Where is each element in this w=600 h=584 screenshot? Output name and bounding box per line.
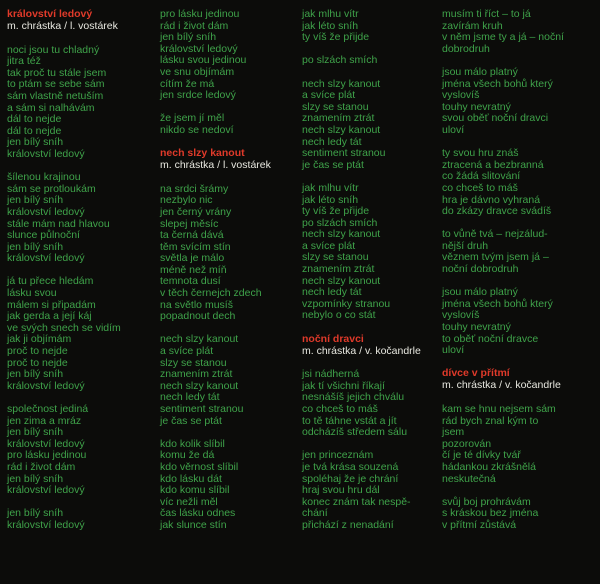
- song-title: království ledový: [7, 8, 93, 20]
- lyric-line: ty víš že přijde: [302, 205, 370, 218]
- lyric-line: království ledový: [7, 205, 85, 218]
- song-title: dívce v přítmí: [442, 367, 510, 380]
- song-title: nech slzy kanout: [160, 147, 245, 160]
- lyric-line: co chceš to máš: [302, 403, 378, 415]
- song-credits: m. chrástka / v. kočandrle: [302, 344, 421, 357]
- lyric-line: slzy se stanou: [160, 356, 227, 369]
- lyric-line: jak gerda a její káj: [7, 310, 92, 323]
- lyric-line: a svíce plát: [302, 239, 356, 252]
- lyric-line: a svíce plát: [302, 89, 356, 102]
- lyric-line: komu že dá: [160, 449, 215, 462]
- lyric-line: cítím že má: [160, 77, 215, 90]
- lyrics-column-4: [442, 9, 588, 532]
- lyric-line: nech slzy kanout: [160, 379, 239, 392]
- lyric-line: pro lásku jedinou: [7, 449, 87, 462]
- lyric-line: království ledový: [7, 379, 85, 392]
- lyric-line: společnost jediná: [7, 403, 89, 415]
- lyric-line: touhy nevratný: [442, 100, 511, 113]
- lyric-line: jen bílý sníh: [7, 240, 64, 253]
- lyric-line: to tě táhne vstát a jít: [302, 414, 397, 427]
- lyric-line: slzy se stanou: [302, 100, 369, 113]
- lyrics-column-1: [7, 9, 153, 532]
- lyric-line: konec znám tak nespě-: [302, 495, 411, 508]
- lyric-line: jen princeznám: [302, 449, 374, 462]
- lyric-line: jen černý vrány: [160, 205, 232, 218]
- lyric-line: kdo kolik slíbil: [160, 437, 225, 450]
- lyric-line: nezbylo nic: [160, 194, 213, 207]
- lyric-line: ve snu objímám: [160, 65, 235, 78]
- lyric-line: rád i život dám: [7, 460, 76, 473]
- lyric-line: sám se protloukám: [7, 182, 96, 195]
- song-credits: m. chrástka / l. vostárek: [7, 20, 118, 32]
- lyric-line: jen bílý sníh: [7, 426, 64, 439]
- lyric-line: jen bílý sníh: [7, 507, 64, 520]
- lyric-line: dál to nejde: [7, 113, 62, 126]
- lyric-line: jen bílý sníh: [7, 368, 64, 381]
- lyric-line: kdo komu slíbil: [160, 484, 230, 497]
- lyric-line: království ledový: [7, 437, 85, 450]
- lyric-line: temnota dusí: [160, 275, 221, 288]
- lyric-line: na srdci šrámy: [160, 182, 229, 195]
- lyric-line: že jsem jí měl: [160, 112, 225, 125]
- lyric-line: sentiment stranou: [302, 147, 386, 160]
- lyric-line: slzy se stanou: [302, 251, 369, 264]
- lyric-line: popadnout dech: [160, 310, 236, 323]
- lyric-line: v něm jsme ty a já – noční: [442, 31, 564, 44]
- lyric-line: rád bych znal kým to: [442, 414, 539, 427]
- lyric-line: čas lásku odnes: [160, 507, 236, 520]
- lyric-line: jsem: [442, 426, 465, 439]
- lyric-line: jak ji objímám: [7, 333, 72, 346]
- lyric-line: království ledový: [7, 518, 85, 531]
- lyric-line: jsou málo platný: [442, 65, 518, 78]
- lyric-line: ztracená a bezbranná: [442, 158, 544, 171]
- lyric-line: čí je té dívky tvář: [442, 449, 521, 462]
- blank-line: [160, 172, 306, 184]
- lyric-line: nech slzy kanout: [160, 333, 239, 346]
- lyric-line: nebylo o co stát: [302, 309, 376, 322]
- lyric-line: to oběť noční dravce: [442, 332, 539, 345]
- song-credits: m. chrástka / l. vostárek: [160, 159, 271, 172]
- lyric-line: vzpomínky stranou: [302, 297, 391, 310]
- blank-line: [302, 67, 448, 79]
- lyric-line: světla je málo: [160, 252, 225, 265]
- lyric-line: do zkázy dravce svádíš: [442, 205, 552, 218]
- lyric-line: uloví: [442, 344, 465, 357]
- lyric-line: je tvá krása souzená: [302, 460, 399, 473]
- lyric-line: dál to nejde: [7, 124, 62, 137]
- lyric-line: království ledový: [160, 42, 238, 55]
- lyric-line: proč to nejde: [7, 345, 68, 358]
- song-title: noční dravci: [302, 332, 364, 345]
- lyric-line: nech slzy kanout: [302, 274, 381, 287]
- lyric-line: těm svícím stín: [160, 240, 231, 253]
- song-credits: m. chrástka / v. kočandrle: [442, 379, 561, 392]
- lyric-line: chání: [302, 507, 328, 520]
- lyric-line: jen bílý sníh: [7, 136, 64, 149]
- lyric-line: nech slzy kanout: [302, 123, 381, 136]
- lyric-line: po slzách smích: [302, 54, 378, 67]
- lyric-line: slepej měsíc: [160, 217, 219, 230]
- lyric-line: noční dobrodruh: [442, 263, 519, 276]
- lyric-line: s kráskou bez jména: [442, 507, 539, 520]
- lyric-line: jen srdce ledový: [160, 89, 236, 102]
- lyric-line: ty svou hru znáš: [442, 147, 519, 160]
- lyrics-column-2: [160, 9, 306, 532]
- lyric-line: já tu přece hledám: [7, 275, 94, 288]
- lyric-line: jen bílý sníh: [7, 472, 64, 485]
- lyric-line: nech ledy tát: [302, 286, 362, 299]
- lyric-line: znamením ztrát: [302, 263, 375, 276]
- lyric-line: šílenou krajinou: [7, 171, 81, 184]
- lyrics-column-3: [302, 9, 448, 532]
- lyric-line: království ledový: [7, 252, 85, 265]
- blank-line: [7, 33, 153, 45]
- lyric-line: sentiment stranou: [160, 403, 244, 415]
- lyric-line: stále mám nad hlavou: [7, 217, 110, 230]
- lyric-line: ta černá dává: [160, 229, 224, 242]
- lyric-line: věznem tvým jsem já –: [442, 251, 549, 264]
- lyric-line: víc nežli měl: [160, 495, 218, 508]
- lyric-line: a svíce plát: [160, 345, 214, 358]
- blank-line: [302, 322, 448, 334]
- lyric-line: nesnášíš jejich chválu: [302, 391, 405, 404]
- lyric-line: království ledový: [7, 147, 85, 160]
- lyric-line: hra je dávno vyhraná: [442, 193, 541, 206]
- lyric-line: odcházíš středem sálu: [302, 426, 408, 439]
- lyric-line: musím ti říct – to já: [442, 8, 531, 20]
- lyric-line: co žádá slitování: [442, 170, 521, 183]
- lyric-line: jak mlhu vítr: [302, 8, 359, 20]
- lyric-line: ve svých snech se vidím: [7, 321, 121, 334]
- lyric-line: spoléhaj že je chrání: [302, 472, 399, 485]
- lyric-line: to ptám se sebe sám: [7, 78, 105, 91]
- lyric-line: rád i život dám: [160, 19, 229, 32]
- lyric-line: zavírám kruh: [442, 19, 503, 32]
- lyric-line: hádankou zkrášnělá: [442, 460, 536, 473]
- lyric-line: jména všech bohů který: [442, 77, 553, 90]
- lyric-line: po slzách smích: [302, 216, 378, 229]
- lyric-line: nech ledy tát: [302, 135, 362, 148]
- lyric-line: jsou málo platný: [442, 286, 518, 299]
- lyric-line: na světlo musíš: [160, 298, 233, 311]
- blank-line: [442, 485, 588, 497]
- lyric-line: noci jsou tu chladný: [7, 43, 100, 56]
- lyric-line: pozorován: [442, 437, 492, 450]
- lyric-line: málem si připadám: [7, 298, 96, 311]
- lyric-line: je čas se ptát: [302, 158, 364, 171]
- lyric-line: hraj svou hru dál: [302, 484, 380, 497]
- lyric-line: jen zima a mráz: [7, 414, 82, 427]
- lyric-line: jsi nádherná: [302, 368, 360, 381]
- lyric-line: jak mlhu vítr: [302, 181, 359, 194]
- lyric-line: slunce půlnoční: [7, 229, 80, 242]
- lyric-line: jména všech bohů který: [442, 297, 553, 310]
- lyric-line: lásku svou: [7, 287, 57, 300]
- lyric-line: uloví: [442, 123, 465, 136]
- lyric-line: pro lásku jedinou: [160, 8, 240, 20]
- lyric-line: jak léto sníh: [302, 193, 359, 206]
- lyric-line: znamením ztrát: [302, 112, 375, 125]
- lyric-line: nější druh: [442, 239, 489, 252]
- lyric-line: vyslovíš: [442, 309, 480, 322]
- lyric-line: to vůně tvá – nejzálud-: [442, 228, 548, 241]
- lyric-line: tak proč tu stále jsem: [7, 66, 107, 79]
- lyric-line: svůj boj prohrávám: [442, 495, 531, 508]
- lyric-line: proč to nejde: [7, 356, 68, 369]
- lyric-line: neskutečná: [442, 472, 496, 485]
- lyric-line: kam se hnu nejsem sám: [442, 403, 556, 415]
- lyric-line: nech slzy kanout: [302, 77, 381, 90]
- lyric-line: nech ledy tát: [160, 391, 220, 404]
- lyric-line: sám vlastně netuším: [7, 89, 104, 102]
- lyric-line: a sám si nalhávám: [7, 101, 95, 114]
- lyric-line: lásku svou jedinou: [160, 54, 247, 67]
- lyric-line: znamením ztrát: [160, 368, 233, 381]
- lyric-line: jak slunce stín: [160, 518, 227, 531]
- lyric-line: touhy nevratný: [442, 321, 511, 334]
- lyric-line: přichází z nenadání: [302, 518, 394, 531]
- lyric-line: království ledový: [7, 484, 85, 497]
- lyric-line: co chceš to máš: [442, 181, 518, 194]
- lyric-line: jitra též: [7, 55, 41, 68]
- lyric-line: je čas se ptát: [160, 414, 222, 427]
- lyric-line: dobrodruh: [442, 42, 490, 55]
- lyric-line: jak léto sníh: [302, 19, 359, 32]
- lyric-line: méně než míň: [160, 263, 227, 276]
- lyric-line: vyslovíš: [442, 89, 480, 102]
- lyric-line: jak tí všichni říkají: [302, 379, 385, 392]
- lyric-line: nech slzy kanout: [302, 228, 381, 241]
- lyric-line: v těch černejch zdech: [160, 287, 262, 300]
- lyric-line: ty víš že přijde: [302, 31, 370, 44]
- lyric-line: nikdo se nedoví: [160, 123, 234, 136]
- lyric-line: svou oběť noční dravci: [442, 112, 549, 125]
- lyric-line: jen bílý sníh: [160, 31, 217, 44]
- lyric-line: jen bílý sníh: [7, 194, 64, 207]
- lyric-line: kdo věrnost slíbil: [160, 460, 239, 473]
- lyric-line: v přítmí zůstává: [442, 518, 517, 531]
- lyric-line: kdo lásku dát: [160, 472, 222, 485]
